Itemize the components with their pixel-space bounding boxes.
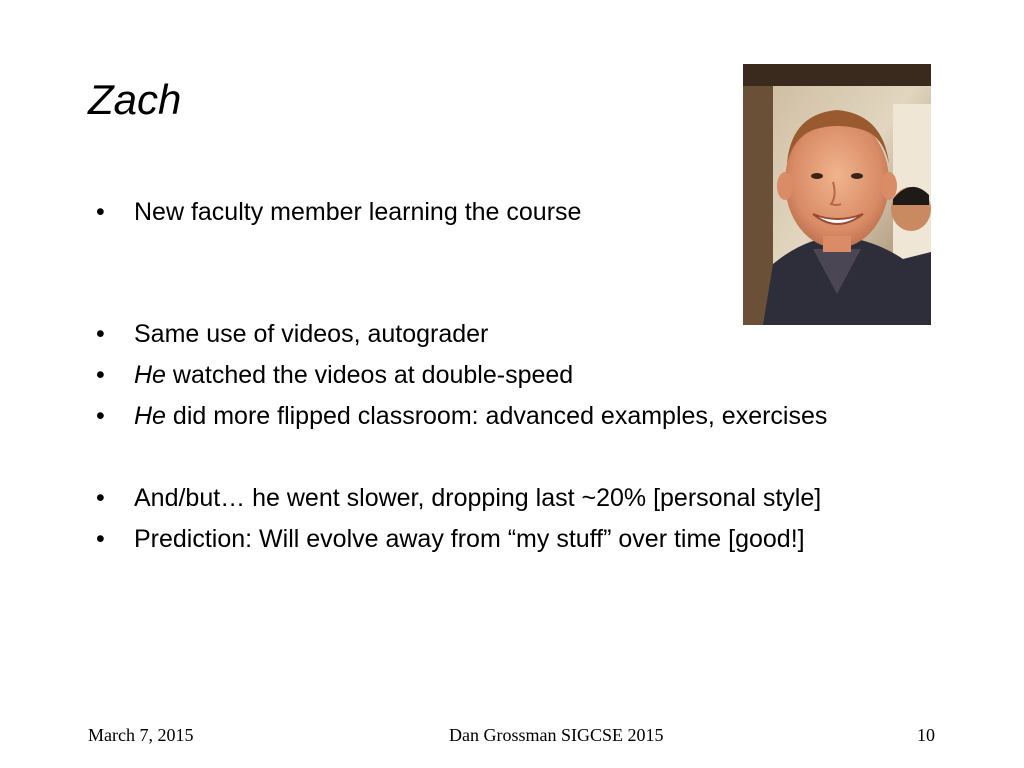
bullet-text bbox=[134, 359, 573, 391]
page-number: 10 bbox=[917, 725, 935, 745]
bullet-prefix: He bbox=[134, 402, 166, 430]
bullet-prefix: He bbox=[134, 361, 166, 389]
footer-presenter: Dan Grossman SIGCSE 2015 bbox=[449, 725, 664, 745]
bullet-text bbox=[134, 482, 821, 514]
bullet-body: New faculty member learning the course bbox=[134, 198, 582, 226]
bullet-body: Same use of videos, autograder bbox=[134, 320, 489, 348]
bullet-body: watched the videos at double-speed bbox=[165, 361, 574, 389]
bullet-marker: • bbox=[96, 198, 105, 226]
bullet-body: And/but… he went slower, dropping last ~20% [personal style] bbox=[134, 484, 822, 512]
slide-title: Zach bbox=[88, 76, 182, 123]
bullet-marker: • bbox=[96, 525, 105, 553]
bullet-marker: • bbox=[96, 402, 105, 430]
bullet-body: Prediction: Will evolve away from “my stuff” over time [good!] bbox=[134, 525, 805, 553]
bullet-marker: • bbox=[96, 484, 105, 512]
bullet-text bbox=[134, 523, 805, 555]
bullet-text bbox=[134, 400, 827, 432]
bullet-marker: • bbox=[96, 320, 105, 348]
portrait-photo bbox=[743, 64, 931, 325]
bullet-text bbox=[134, 318, 488, 350]
footer-date: March 7, 2015 bbox=[88, 725, 194, 745]
bullet-body: did more flipped classroom: advanced examples, exercises bbox=[165, 402, 828, 430]
bullet-marker: • bbox=[96, 361, 105, 389]
bullet-text bbox=[134, 196, 581, 228]
